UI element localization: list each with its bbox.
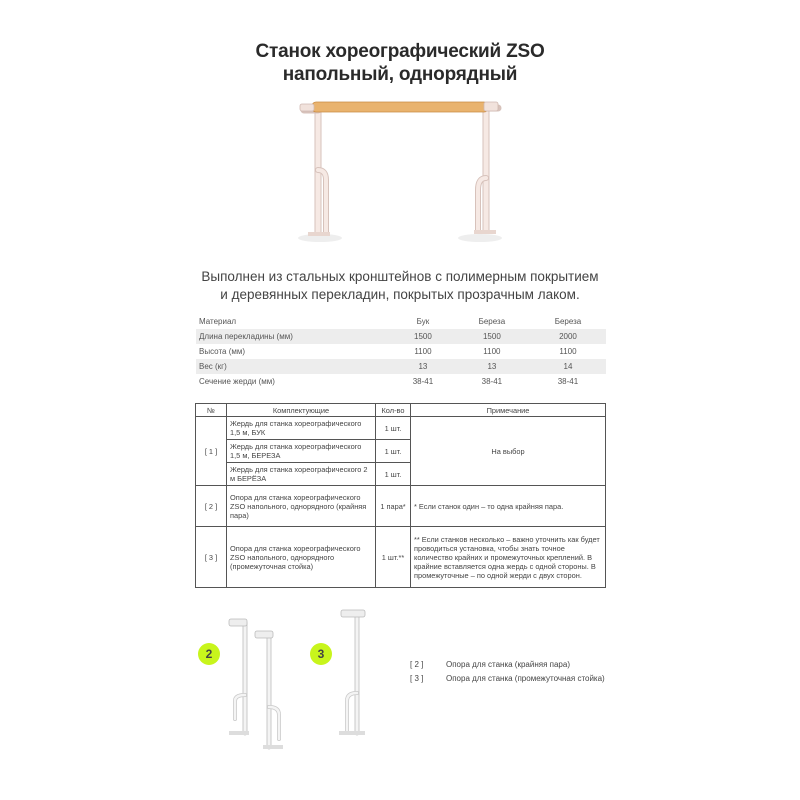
table-row: Жердь для станка хореографического 1,5 м, БЕРЕЗА 1 шт. [196,440,606,463]
table-row: [ 3 ] Опора для станка хореографического ZSO напольного, однорядного (промежуточная стойка) 1 шт.** ** Если станков несколько – важно уточнить как будет проводиться установка, чтобы знать точное количество крайних и промежуточных креплений. В крайние вставляется одна жердь с одной стороны. В промежуточные – по одной жерди с двух сторон. [196,527,606,588]
legend-item-intermediate-support: [ 3 ] Опора для станка (промежуточная стойка) [410,674,605,683]
spec-row-length: Длина перекладины (мм) 1500 1500 2000 [196,329,606,344]
description-line-1: Выполнен из стальных кронштейнов с полимерным покрытием [201,269,599,284]
intermediate-support-illustration [335,605,385,745]
table-row: [ 2 ] Опора для станка хореографического ZSO напольного, однорядного (крайняя пара) 1 пара* * Если станок один – то одна крайняя пара. [196,486,606,527]
wooden-bar [312,102,488,112]
spec-table [196,314,606,389]
description [0,268,800,304]
description-line-2: и деревянных перекладин, покрытых прозрачным лаком. [220,287,580,302]
components-header-row: № Комплектующие Кол-во Примечание [196,404,606,417]
end-support-pair-illustration [225,615,305,755]
spec-row-height: Высота (мм) 1100 1100 1100 [199,347,577,356]
components-table [195,403,606,588]
badge-3: 3 [310,643,332,665]
spec-row-section: Сечение жерди (мм) 38-41 38-41 38-41 [199,377,579,386]
barre-illustration [290,90,510,250]
badge-2: 2 [198,643,220,665]
table-row: Жердь для станка хореографического 2 м БЕРЁЗА 1 шт. [196,463,606,486]
spec-row-weight: Вес (кг) 13 13 14 [196,359,606,374]
table-row: [ 1 ] Жердь для станка хореографического 1,5 м, БУК 1 шт. На выбор [196,417,606,440]
title-line-2: напольный, однорядный [282,64,518,85]
legend-item-end-support: [ 2 ] Опора для станка (крайняя пара) [410,660,570,669]
spec-row-material: Материал Бук Береза Береза [199,317,582,326]
page-title [0,40,800,86]
title-line-1: Станок хореографический ZSO [255,41,545,62]
